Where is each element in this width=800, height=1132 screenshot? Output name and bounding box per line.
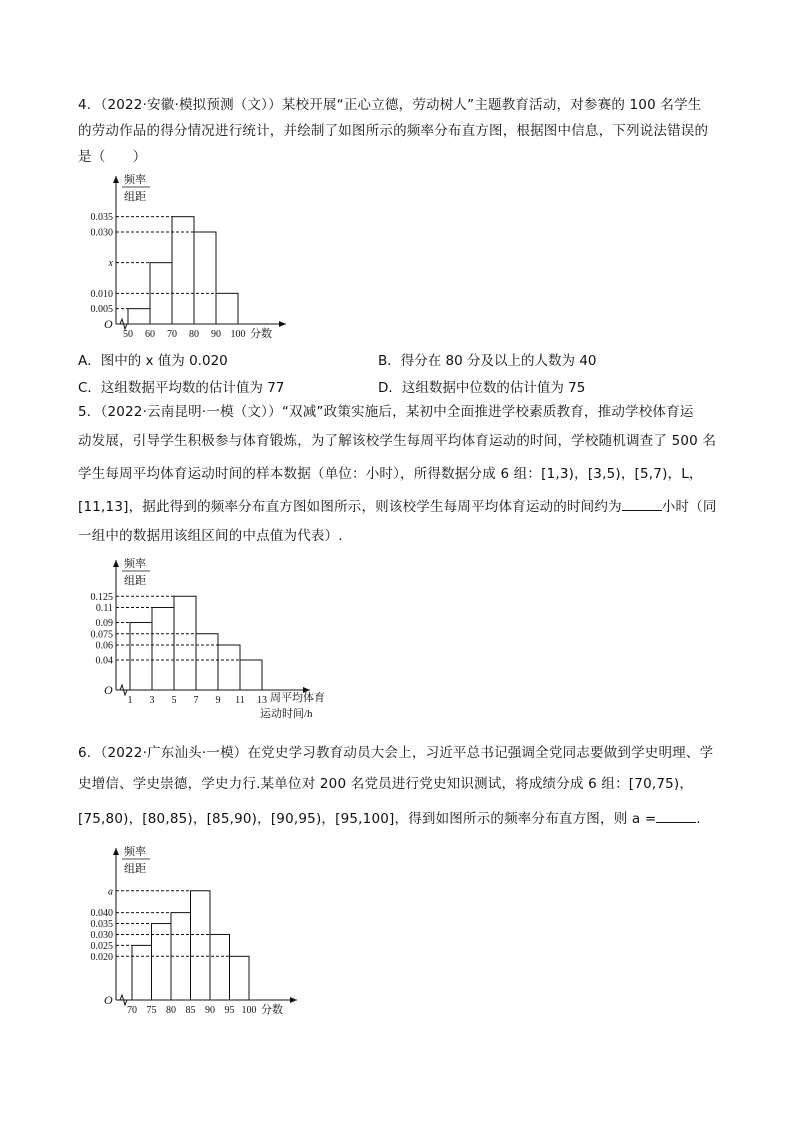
origin-label: O — [104, 993, 113, 1007]
y-tick-label: 0.11 — [95, 603, 113, 614]
x-tick-label: 90 — [205, 1005, 215, 1016]
histogram-bar — [210, 934, 230, 1000]
histogram-bar — [216, 293, 238, 324]
x-tick-label: 95 — [224, 1005, 235, 1016]
x-tick-label: 70 — [167, 329, 177, 340]
x-tick-label: 11 — [235, 695, 245, 706]
q5-line-5: 一组中的数据用该组区间的中点值为代表）. — [78, 528, 343, 544]
q5-line-4-text: [11,13]，据此得到的频率分布直方图如图所示，则该校学生每周平均体育运动的时间约为 — [78, 499, 622, 515]
q5-answer-blank[interactable] — [622, 496, 662, 511]
q5-line-1: 5．（2022·云南昆明·一模（文））“双减”政策实施后，某初中全面推进学校素质教育，推动学校体育运 — [78, 404, 694, 420]
x-tick-label: 100 — [230, 329, 246, 340]
y-tick-label: 0.030 — [90, 929, 113, 941]
y-axis-arrow — [113, 560, 119, 567]
x-axis-label: 分数 — [261, 1004, 283, 1016]
y-axis-arrow — [113, 176, 119, 183]
x-tick-label: 1 — [127, 695, 133, 706]
histogram-bar — [172, 217, 194, 324]
y-label-top: 频率 — [124, 558, 146, 570]
x-tick-label: 3 — [149, 695, 155, 706]
histogram-bar — [152, 924, 172, 1000]
q6-histogram — [70, 840, 330, 1020]
y-label-top: 频率 — [124, 846, 146, 858]
x-tick-label: 9 — [215, 695, 221, 706]
q5-histogram — [70, 552, 370, 732]
q5-line-3: 学生每周平均体育运动时间的样本数据（单位：小时），所得数据分成 6 组：[1,3)，[3,5)，[5,7)，L， — [78, 466, 703, 482]
q6-answer-blank[interactable] — [656, 808, 696, 823]
y-tick-label: 0.030 — [90, 227, 113, 239]
histogram-bar — [174, 596, 196, 690]
q6-line-3-end: . — [696, 811, 701, 827]
q6-line-1: 6．（2022·广东汕头·一模）在党史学习教育动员大会上，习近平总书记强调全党同志要做到学史明理、学 — [78, 745, 714, 761]
x-axis-arrow — [290, 997, 297, 1003]
x-tick-label: 70 — [127, 1005, 137, 1016]
q4-line-3: 是（ ） — [78, 149, 147, 165]
origin-label: O — [104, 683, 113, 697]
q6-line-3 — [78, 806, 728, 832]
q4-line-2: 的劳动作品的得分情况进行统计，并绘制了如图所示的频率分布直方图，根据图中信息，下列说法错误的 — [78, 123, 709, 139]
y-tick-label: 0.040 — [90, 908, 113, 920]
y-tick-label: 0.06 — [95, 640, 113, 652]
x-tick-label: 7 — [193, 695, 199, 706]
question-4 — [78, 92, 728, 170]
question-5 — [78, 399, 728, 549]
y-tick-label: 0.035 — [90, 919, 113, 931]
q6-line-3-text: [75,80)，[80,85)，[85,90)，[90,95)，[95,100]，得到如图所示的频率分布直方图，则 a = — [78, 811, 657, 827]
question-6 — [78, 740, 728, 832]
x-tick-label: 85 — [185, 1005, 196, 1016]
q4-option-a[interactable]: A．图中的 x 值为 0.020 — [78, 353, 228, 369]
q4-option-d[interactable]: D．这组数据中位数的估计值为 75 — [378, 380, 586, 396]
q4-option-b[interactable]: B．得分在 80 分及以上的人数为 40 — [378, 353, 597, 369]
histogram-bar — [128, 309, 150, 324]
y-tick-label: 0.025 — [90, 940, 113, 952]
q5-line-2: 动发展，引导学生积极参与体育锻炼，为了解该校学生每周平均体育运动的时间，学校随机调查了 500 名 — [78, 433, 717, 449]
x-axis-arrow — [279, 321, 286, 327]
q4-line-1: 4．（2022·安徽·模拟预测（文））某校开展“正心立德，劳动树人”主题教育活动，对参赛的 100 名学生 — [78, 97, 702, 113]
x-axis-label-line-2: 运动时间/h — [260, 708, 313, 720]
y-label-bottom: 组距 — [124, 575, 146, 587]
y-tick-label: 0.125 — [90, 591, 113, 603]
y-tick-label: 0.035 — [90, 212, 113, 224]
q6-line-2: 史增信、学史崇德，学史力行.某单位对 200 名党员进行党史知识测试，将成绩分成 6 组：[70,75)， — [78, 776, 694, 792]
x-axis-label-line-1: 周平均体育 — [270, 692, 325, 704]
y-tick-label: 0.005 — [90, 304, 113, 316]
histogram-bar — [196, 634, 218, 690]
x-axis-label: 分数 — [250, 328, 272, 340]
y-tick-label: 0.075 — [90, 629, 113, 641]
histogram-bar — [230, 956, 250, 1000]
y-tick-label: x — [108, 258, 113, 270]
q5-line-4-end: 小时（同 — [661, 499, 717, 515]
y-label-top: 频率 — [124, 174, 146, 186]
histogram-bar — [132, 945, 152, 1000]
y-tick-label: 0.09 — [95, 618, 113, 629]
histogram-bar — [218, 645, 240, 690]
x-tick-label: 75 — [146, 1005, 157, 1016]
y-label-bottom: 组距 — [124, 191, 146, 203]
y-tick-label: 0.010 — [90, 288, 113, 300]
q5-line-4 — [78, 494, 728, 520]
y-tick-label: a — [108, 886, 113, 898]
x-tick-label: 5 — [171, 695, 177, 706]
x-tick-label: 50 — [123, 329, 133, 340]
y-tick-label: 0.04 — [95, 655, 113, 667]
histogram-bar — [152, 608, 174, 691]
y-label-bottom: 组距 — [124, 863, 146, 875]
histogram-bar — [194, 232, 216, 324]
x-tick-label: 13 — [257, 695, 267, 706]
histogram-bar — [191, 891, 211, 1000]
x-tick-label: 100 — [241, 1005, 257, 1016]
x-tick-label: 90 — [211, 329, 221, 340]
x-tick-label: 80 — [166, 1005, 176, 1016]
q4-histogram — [70, 168, 320, 348]
x-tick-label: 60 — [145, 329, 155, 340]
origin-label: O — [104, 317, 113, 331]
histogram-bar — [240, 660, 262, 690]
histogram-bar — [130, 623, 152, 691]
y-axis-arrow — [113, 848, 119, 855]
x-tick-label: 80 — [189, 329, 199, 340]
y-tick-label: 0.020 — [90, 951, 113, 963]
q4-option-c[interactable]: C．这组数据平均数的估计值为 77 — [78, 380, 285, 396]
